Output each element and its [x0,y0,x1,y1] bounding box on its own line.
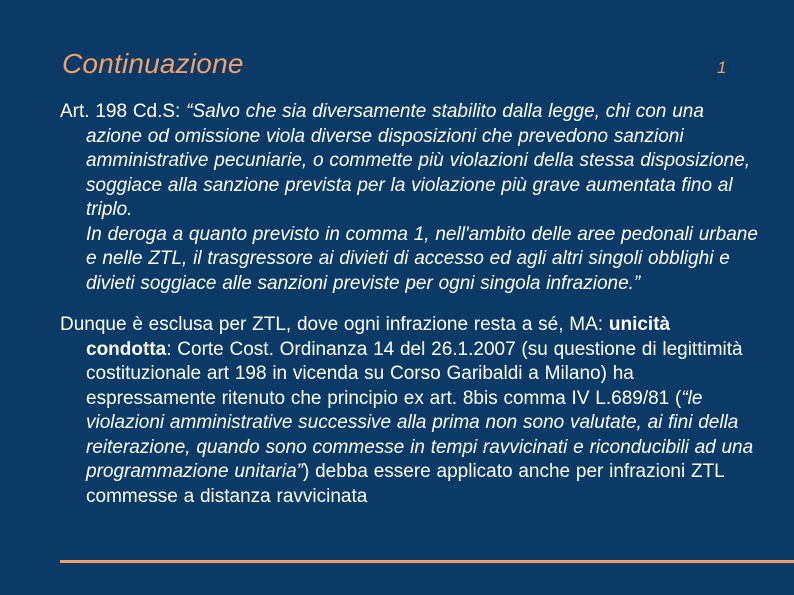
conclusion-text-2: ) debba essere applicato anche per infrazioni ZTL commesse a distanza ravvicinata [86,461,725,507]
slide-body [60,100,760,509]
accent-line [60,560,794,563]
conclusion-intro: Dunque è esclusa per ZTL, dove ogni infrazione resta a sé, MA: [60,314,609,335]
slide-title: Continuazione [62,48,244,79]
slide-number: 1 [717,58,727,77]
article-reference: Art. 198 Cd.S: [60,101,187,122]
conclusion-bold-term: unicità condotta [86,314,671,360]
article-quote-part2: In deroga a quanto previsto in comma 1, nell'ambito delle aree pedonali urbane e nelle ZTL, il trasgressore ai divieti di accesso ed agli altri singoli obblighi e divieti soggiace alle sanzioni previste per ogni singola infrazione.” [86,223,758,294]
article-quote-part1: “Salvo che sia diversamente stabilito dalla legge, chi con una azione od omissione viola diverse disposizioni che prevedono sanzioni amministrative pecuniarie, o commette più violazioni della stessa disposizione, soggiace alla sanzione prevista per la violazione più grave aumentata fino al triplo. [86,101,751,220]
conclusion-paragraph [60,313,760,509]
conclusion-text-1: : Corte Cost. Ordinanza 14 del 26.1.2007 (su questione di legittimità costituzionale art 198 in vicenda su Corso Garibaldi a Milano) ha espressamente ritenuto che principio ex art. 8bis comma IV L.689/81 ( [86,338,743,409]
article-paragraph [60,100,760,296]
conclusion-italic-quote: “le violazioni amministrative successive alla prima non sono valutate, ai fini della reiterazione, quando sono commesse in tempi ravvicinati e riconducibili ad una programmazione unitaria” [86,387,754,482]
